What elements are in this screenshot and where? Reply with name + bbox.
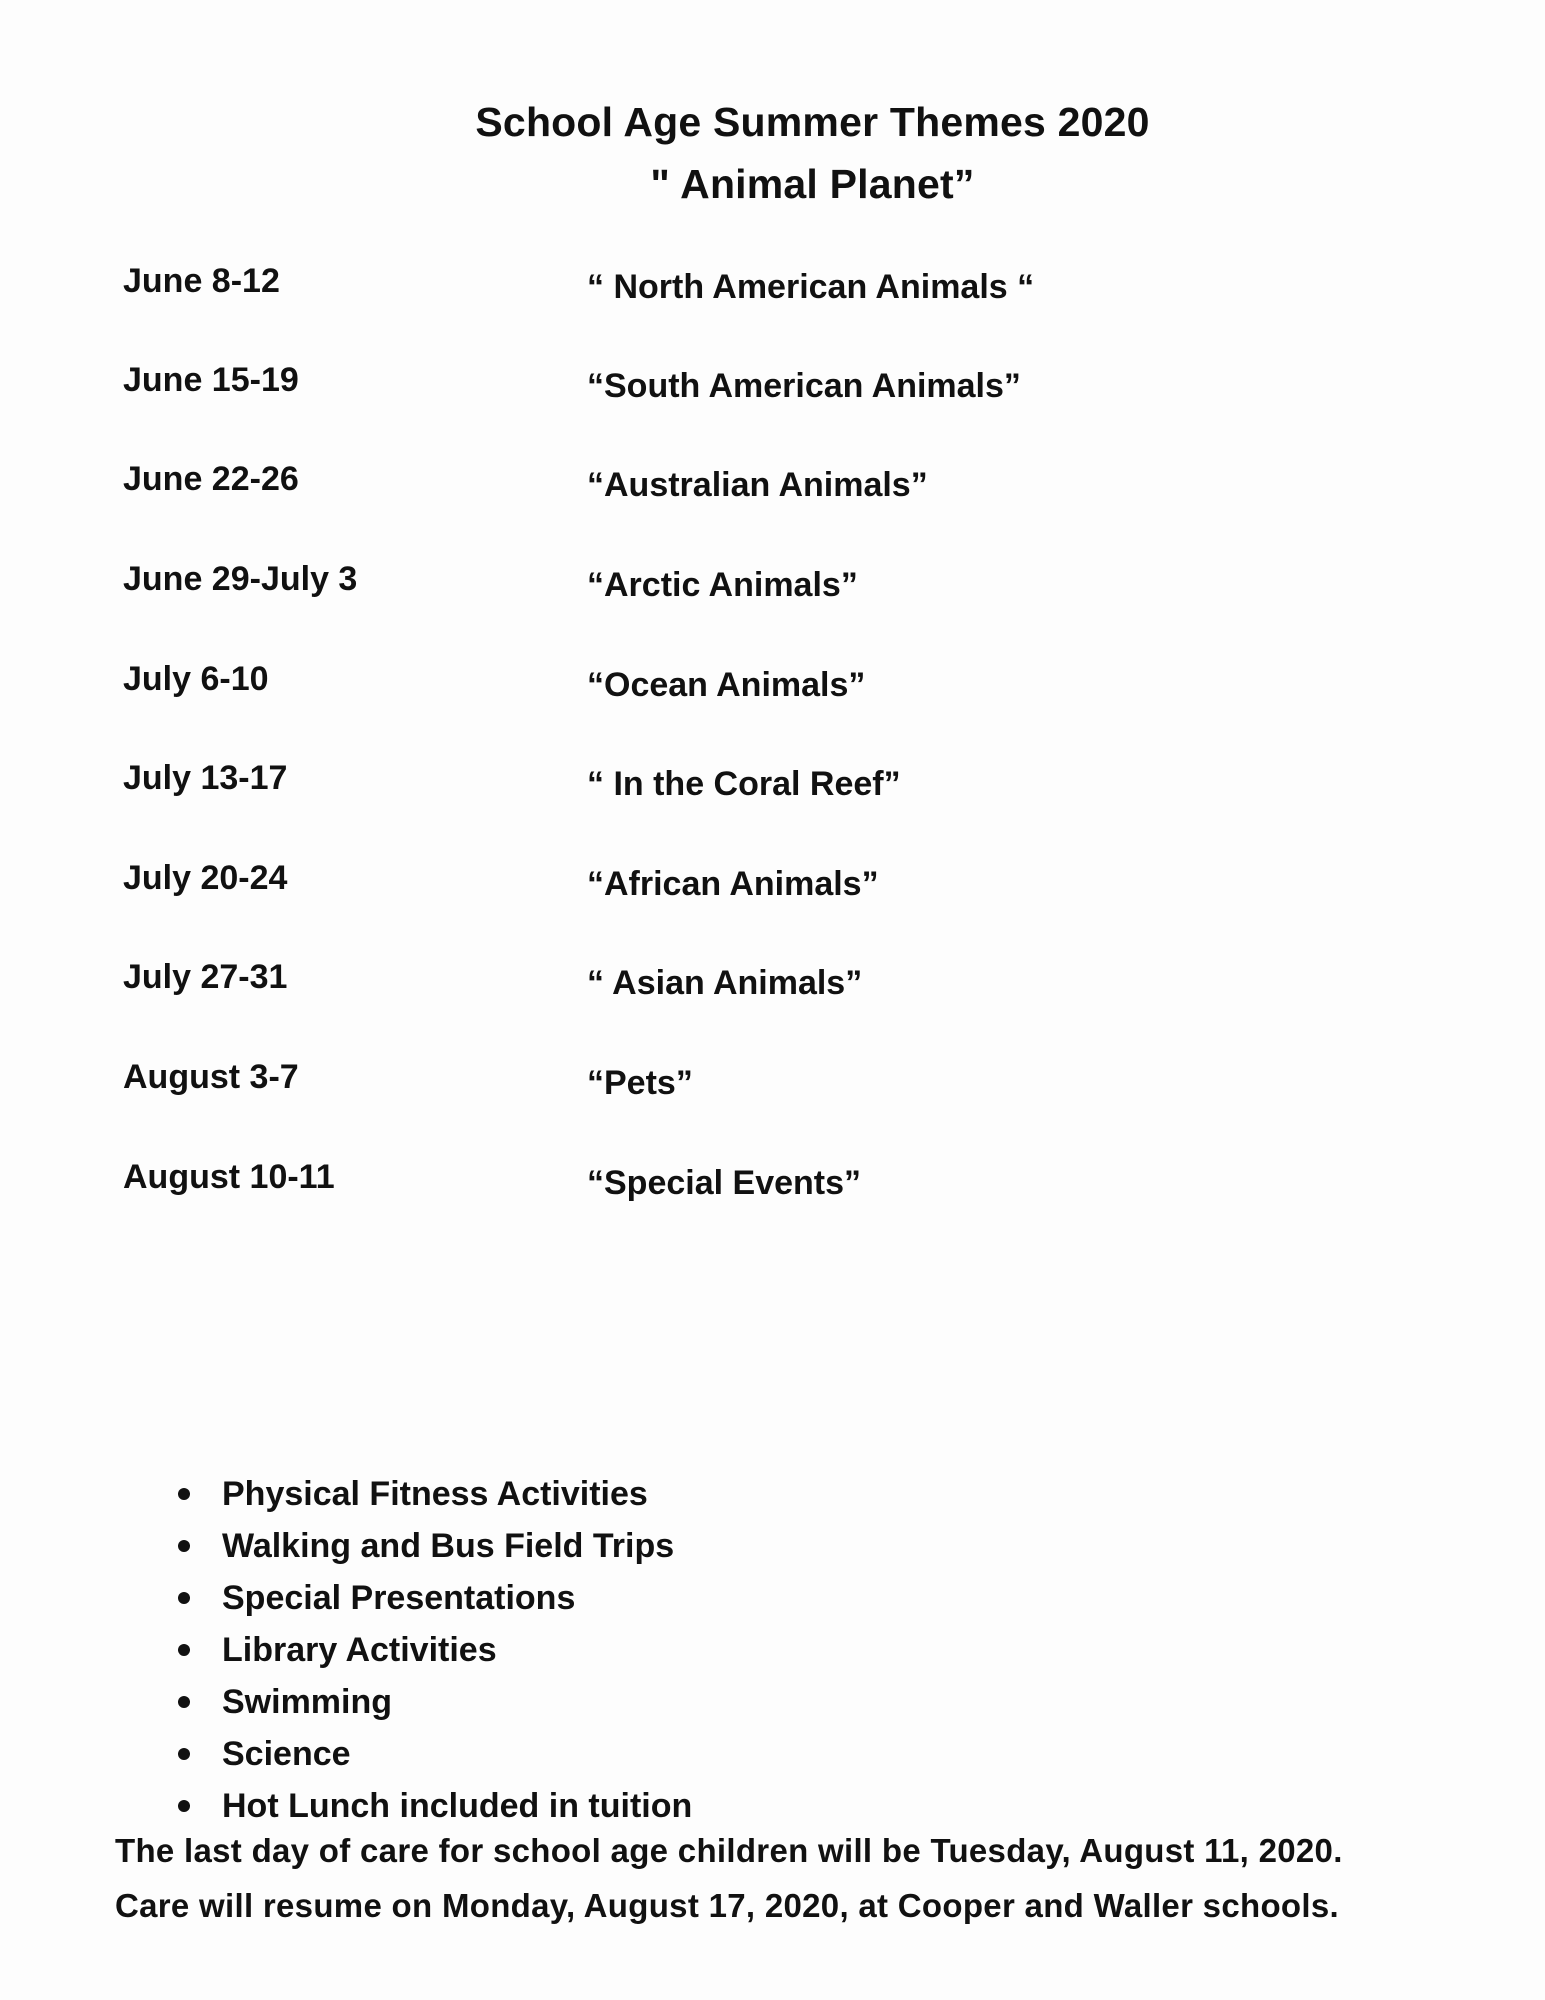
schedule-theme: “Arctic Animals” bbox=[587, 566, 858, 604]
schedule-theme: “African Animals” bbox=[587, 865, 879, 903]
schedule-dates: June 8-12 bbox=[123, 262, 280, 300]
activity-label: Hot Lunch included in tuition bbox=[222, 1787, 693, 1825]
last-day-note: The last day of care for school age children will be Tuesday, August 11, 2020. bbox=[115, 1832, 1343, 1869]
bullet-icon bbox=[178, 1644, 190, 1656]
bullet-icon bbox=[178, 1592, 190, 1604]
list-item bbox=[170, 1728, 692, 1780]
activity-label: Library Activities bbox=[222, 1631, 497, 1669]
list-item bbox=[170, 1468, 692, 1520]
schedule-dates: August 10-11 bbox=[123, 1158, 335, 1196]
schedule-row bbox=[0, 560, 1545, 620]
schedule-row bbox=[0, 859, 1545, 919]
resume-note: Care will resume on Monday, August 17, 2020, at Cooper and Waller schools. bbox=[115, 1887, 1339, 1924]
schedule-dates: July 6-10 bbox=[123, 660, 269, 698]
schedule-theme: “Australian Animals” bbox=[587, 466, 928, 504]
document-subtitle: " Animal Planet” bbox=[650, 161, 975, 207]
schedule-theme: “Pets” bbox=[587, 1064, 693, 1102]
list-item bbox=[170, 1676, 692, 1728]
schedule-row bbox=[0, 361, 1545, 421]
schedule-row bbox=[0, 1058, 1545, 1118]
bullet-icon bbox=[178, 1540, 190, 1552]
schedule-dates: June 29-July 3 bbox=[123, 560, 358, 598]
schedule-theme: “ In the Coral Reef” bbox=[587, 765, 901, 803]
list-item bbox=[170, 1572, 692, 1624]
schedule-row bbox=[0, 660, 1545, 720]
bullet-icon bbox=[178, 1748, 190, 1760]
bullet-icon bbox=[178, 1800, 190, 1812]
schedule-dates: July 27-31 bbox=[123, 958, 288, 996]
schedule-row bbox=[0, 958, 1545, 1018]
bullet-icon bbox=[178, 1696, 190, 1708]
activity-label: Swimming bbox=[222, 1683, 393, 1721]
document-title: School Age Summer Themes 2020 bbox=[475, 99, 1150, 145]
schedule-theme: “Ocean Animals” bbox=[587, 666, 866, 704]
list-item bbox=[170, 1780, 692, 1832]
schedule-row bbox=[0, 262, 1545, 322]
activities-list bbox=[170, 1468, 692, 1832]
activity-label: Walking and Bus Field Trips bbox=[222, 1527, 675, 1565]
activity-label: Physical Fitness Activities bbox=[222, 1475, 648, 1513]
list-item bbox=[170, 1624, 692, 1676]
schedule-theme: “Special Events” bbox=[587, 1164, 862, 1202]
schedule-dates: June 15-19 bbox=[123, 361, 299, 399]
schedule-row bbox=[0, 1158, 1545, 1218]
schedule-theme: “South American Animals” bbox=[587, 367, 1021, 405]
activity-label: Science bbox=[222, 1735, 351, 1773]
activity-label: Special Presentations bbox=[222, 1579, 576, 1617]
schedule-theme: “ North American Animals “ bbox=[587, 268, 1035, 306]
schedule-theme: “ Asian Animals” bbox=[587, 964, 863, 1002]
schedule-dates: July 13-17 bbox=[123, 759, 288, 797]
list-item bbox=[170, 1520, 692, 1572]
schedule-row bbox=[0, 759, 1545, 819]
schedule-dates: August 3-7 bbox=[123, 1058, 299, 1096]
schedule-dates: June 22-26 bbox=[123, 460, 299, 498]
bullet-icon bbox=[178, 1488, 190, 1500]
schedule-dates: July 20-24 bbox=[123, 859, 288, 897]
schedule-row bbox=[0, 460, 1545, 520]
